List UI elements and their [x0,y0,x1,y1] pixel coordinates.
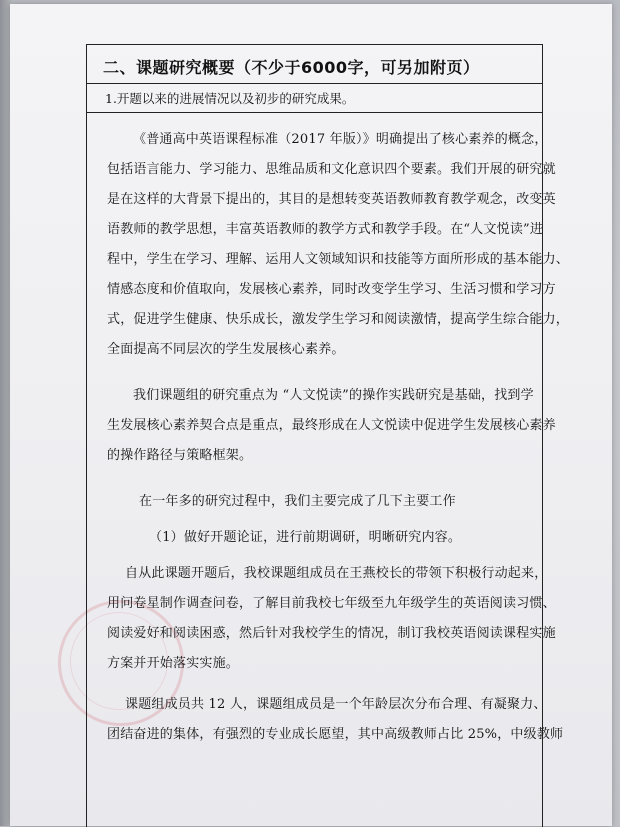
text-line: 在一年多的研究过程中，我们主要完成了几下主要工作 [139,494,456,509]
text-line: 包括语言能力、学习能力、思维品质和文化意识四个要素。我们开展的研究就 [107,162,556,177]
divider-subheading [87,112,542,113]
text-line: 阅读爱好和阅读困惑，然后针对我校学生的情况，制订我校英语阅读课程实施 [107,626,556,641]
text-line: 程中，学生在学习、理解、运用人文领域知识和技能等方面所形成的基本能力、 [107,252,570,267]
text-line: 的操作路径与策略框架。 [107,448,253,463]
text-line: 语教师的教学思想，丰富英语教师的教学方式和教学手段。在“人文悦读”进 [107,222,544,237]
form-table [86,44,570,827]
subheading: 1.开题以来的进展情况以及初步的研究成果。 [105,91,355,106]
text-line: 课题组成员共 12 人，课题组成员是一个年龄层次分布合理、有凝聚力、 [125,697,547,712]
text-line: 《普通高中英语课程标准（2017 年版）》明确提出了核心素养的概念， [133,132,548,147]
text-line: 全面提高不同层次的学生发展核心素养。 [107,342,345,357]
text-line: 情感态度和价值取向，发展核心素养，同时改变学生学习、生活习惯和学习方 [107,282,556,297]
text-line: 我们课题组的研究重点为 “人文悦读”的操作实践研究是基础，找到学 [133,388,534,403]
text-line: 团结奋进的集体，有强烈的专业成长愿望，其中高级教师占比 25%，中级教师 [107,727,564,742]
text-line: 是在这样的大背景下提出的，其目的是想转变英语教师教育教学观念，改变英 [107,192,556,207]
divider-title [87,83,542,84]
text-line: 生发展核心素养契合点是重点，最终形成在人文悦读中促进学生发展核心素养 [107,418,556,433]
text-line: 自从此课题开题后，我校课题组成员在王燕校长的带领下积极行动起来， [125,566,548,581]
section-title: 二、课题研究概要（不少于6000字，可另加附页） [103,58,480,77]
text-line: （1）做好开题论证，进行前期调研，明晰研究内容。 [149,530,462,545]
text-line: 用问卷星制作调查问卷，了解目前我校七年级至九年级学生的英语阅读习惯、 [107,596,556,611]
text-line: 式，促进学生健康、快乐成长，激发学生学习和阅读激情，提高学生综合能力， [107,312,570,327]
text-line: 方案并开始落实实施。 [107,656,240,671]
